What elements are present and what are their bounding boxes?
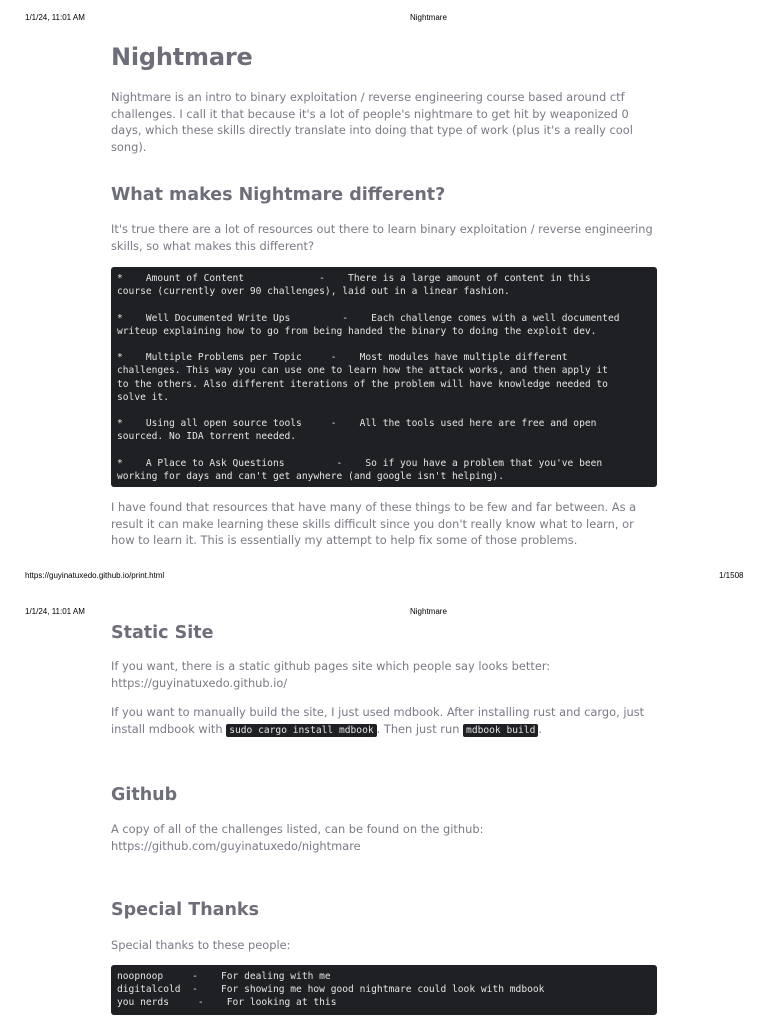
feature-3-line-1: * Multiple Problems per Topic - Most modules have multiple different — [117, 352, 568, 364]
github-url-link[interactable]: https://github.com/guyinatuxedo/nightmare — [111, 838, 361, 853]
print-header-title: Nightmare — [410, 13, 447, 22]
feature-4-line-1: * Using all open source tools - All the tools used here are free and open — [117, 418, 597, 430]
feature-5-line-2: working for days and can't get anywhere (and google isn't helping). — [117, 470, 504, 482]
feature-1-line-1: * Amount of Content - There is a large amount of content in this — [117, 273, 591, 284]
print-footer-url: https://guyinatuxedo.github.io/print.html — [25, 571, 165, 580]
github-paragraph — [111, 821, 659, 854]
closing-paragraph — [111, 499, 659, 549]
static-line-1: If you want, there is a static github pages site which people say looks better: — [111, 659, 551, 673]
build-text — [111, 704, 659, 739]
feature-4-line-2: sourced. No IDA torrent needed. — [117, 431, 297, 443]
closing-text: I have found that resources that have many of these things to be few and far between. As a result it can make learning these skills difficult since you don't really know what to learn, or how to learn it. This is essentially my attempt to help fix some of those problems. — [111, 500, 637, 548]
feature-5-line-1: * A Place to Ask Questions - So if you have a problem that you've been — [117, 457, 603, 469]
print-footer-page: 1/1508 — [719, 571, 744, 580]
section-heading-thanks — [111, 900, 659, 920]
thanks-intro-paragraph — [111, 937, 659, 954]
thanks-line-2: digitalcold - For showing me how good nightmare could look with mdbook — [117, 984, 545, 996]
intro-paragraph — [111, 89, 659, 155]
static-paragraph — [111, 658, 659, 691]
page-title — [111, 43, 659, 71]
heading-github-text: Github — [111, 785, 178, 805]
build-paragraph — [111, 704, 659, 739]
section-heading-github — [111, 785, 659, 805]
feature-2-line-2: writeup explaining how to go from being handed the binary to doing the exploit dev. — [117, 325, 597, 337]
feature-3-line-4: solve it. — [117, 391, 169, 403]
thanks-code-block — [111, 965, 657, 1015]
build-pre-text: If you want to manually build the site, I just used mdbook. After installing rust and cargo, just install mdbook with — [111, 705, 645, 736]
section-heading-different — [111, 185, 659, 205]
print-header-datetime-2: 1/1/24, 11:01 AM — [25, 607, 85, 616]
page-title-text: Nightmare — [111, 43, 253, 71]
thanks-line-1: noopnoop - For dealing with me — [117, 971, 331, 982]
build-mid-text: . Then just run — [376, 721, 464, 736]
different-intro-text: It's true there are a lot of resources out there to learn binary exploitation / reverse engineering skills, so what makes this different? — [111, 222, 653, 253]
heading-different-text: What makes Nightmare different? — [111, 185, 446, 205]
inline-code-build: mdbook build — [463, 724, 538, 737]
feature-2-line-1: * Well Documented Write Ups - Each challenge comes with a well documented — [117, 312, 620, 324]
thanks-line-3: you nerds - For looking at this — [117, 997, 337, 1009]
feature-3-line-2: challenges. This way you can use one to learn how the attack works, and then apply it — [117, 365, 608, 377]
heading-static-text: Static Site — [111, 623, 214, 643]
build-post-text: . — [538, 721, 542, 736]
feature-3-line-3: to the others. Also different iterations of the problem will have knowledge needed to — [117, 378, 608, 390]
github-line-1: A copy of all of the challenges listed, can be found on the github: — [111, 822, 484, 836]
intro-text: Nightmare is an intro to binary exploitation / reverse engineering course based around ctf challenges. I call it that because it's a lot of people's nightmare to get hit by weaponized 0 days, which these skills directly translate into doing that type of work (plus it's a really cool song). — [111, 90, 633, 154]
different-intro-paragraph — [111, 221, 659, 254]
thanks-intro-text: Special thanks to these people: — [111, 938, 291, 952]
print-header-title-2: Nightmare — [410, 607, 447, 616]
inline-code-install: sudo cargo install mdbook — [226, 724, 376, 737]
static-url-link[interactable]: https://guyinatuxedo.github.io/ — [111, 675, 288, 690]
feature-1-line-2: course (currently over 90 challenges), laid out in a linear fashion. — [117, 286, 510, 298]
features-code-block — [111, 267, 657, 487]
print-header-datetime: 1/1/24, 11:01 AM — [25, 13, 85, 22]
section-heading-static — [111, 623, 659, 643]
heading-thanks-text: Special Thanks — [111, 900, 259, 920]
